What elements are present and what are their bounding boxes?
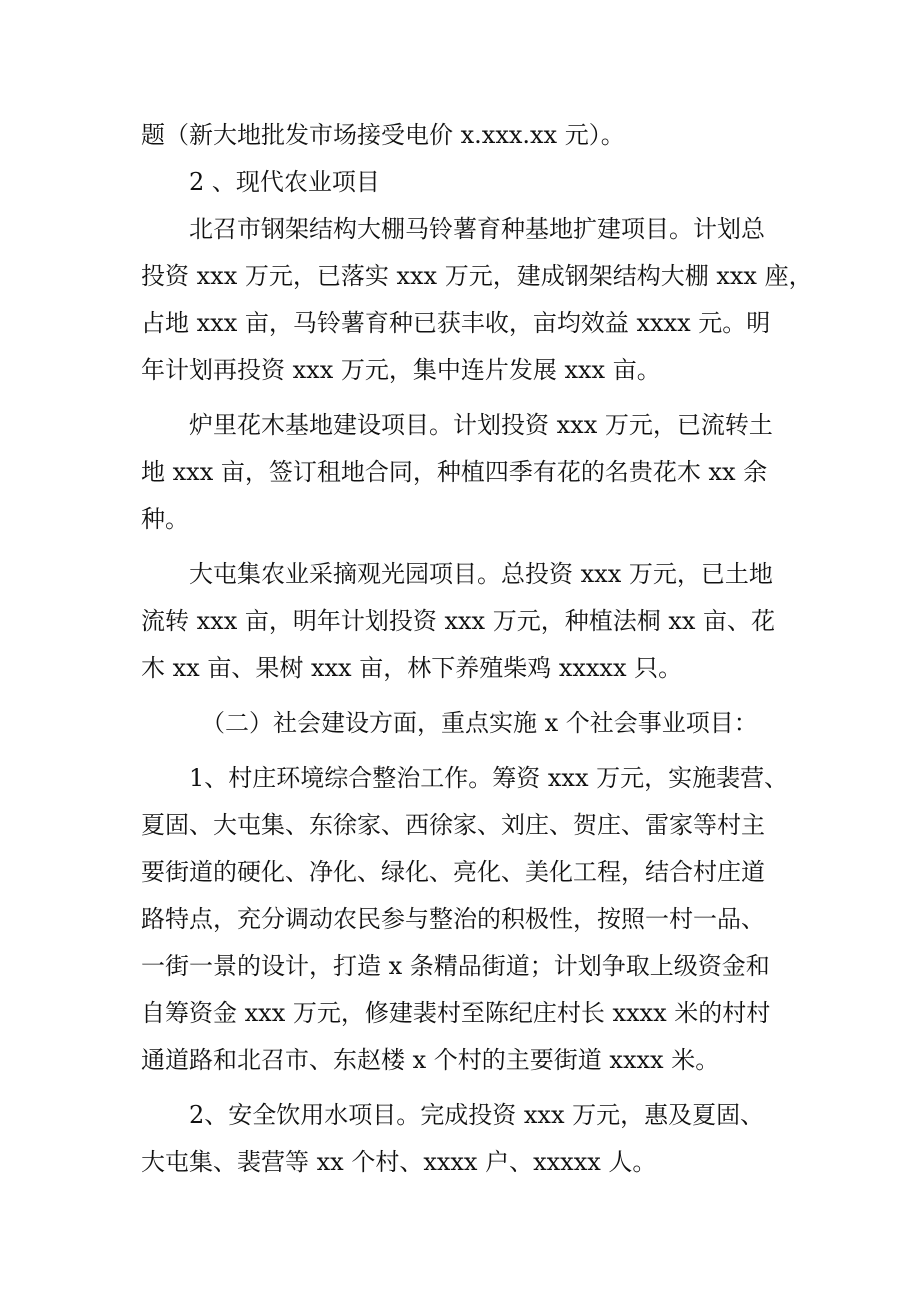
- paragraph-picking-park: [141, 551, 791, 692]
- text-line: 自筹资金 xxx 万元，修建裴村至陈纪庄村长 xxxx 米的村村: [141, 999, 771, 1027]
- paragraph-spacer: [141, 747, 791, 755]
- text-line: 大屯集农业采摘观光园项目。总投资 xxx 万元，已土地: [189, 560, 773, 588]
- document-body: [141, 112, 813, 1186]
- text-line: 大屯集、裴营等 xx 个村、xxxx 户、xxxxx 人。: [141, 1148, 657, 1176]
- paragraph-spacer: [141, 1084, 791, 1092]
- text-line: 年计划再投资 xxx 万元，集中连片发展 xxx 亩。: [141, 356, 661, 384]
- heading-line: 2 、现代农业项目: [189, 168, 380, 196]
- section-heading-modern-agriculture: [141, 159, 791, 206]
- text-line: 要街道的硬化、净化、绿化、亮化、美化工程，结合村庄道: [141, 858, 765, 886]
- paragraph-continuation: [141, 112, 791, 159]
- text-line: 2、安全饮用水项目。完成投资 xxx 万元，惠及夏固、: [189, 1101, 765, 1129]
- text-line: 题（新大地批发市场接受电价 x.xxx.xx 元）。: [141, 121, 625, 149]
- text-line: 北召市钢架结构大棚马铃薯育种基地扩建项目。计划总: [189, 215, 765, 243]
- paragraph-village-environment: [141, 755, 791, 1084]
- text-line: 种。: [141, 505, 189, 533]
- text-line: 一街一景的设计，打造 x 条精品街道；计划争取上级资金和: [141, 952, 770, 980]
- paragraph-flower-base: [141, 402, 791, 543]
- text-line: 投资 xxx 万元，已落实 xxx 万元，建成钢架结构大棚 xxx 座，: [141, 262, 813, 290]
- text-line: 夏固、大屯集、东徐家、西徐家、刘庄、贺庄、雷家等村主: [141, 811, 765, 839]
- paragraph-drinking-water: [141, 1092, 791, 1186]
- paragraph-spacer: [141, 394, 791, 402]
- text-line: 占地 xxx 亩，马铃薯育种已获丰收，亩均效益 xxxx 元。明: [141, 309, 771, 337]
- text-line: 1、村庄环境综合整治工作。筹资 xxx 万元，实施裴营、: [189, 764, 789, 792]
- paragraph-spacer: [141, 692, 791, 700]
- paragraph-potato-base: [141, 206, 813, 394]
- heading-line: （二）社会建设方面，重点实施 x 个社会事业项目：: [201, 709, 758, 737]
- text-line: 流转 xxx 亩，明年计划投资 xxx 万元，种植法桐 xx 亩、花: [141, 607, 776, 635]
- text-line: 通道路和北召市、东赵楼 x 个村的主要街道 xxxx 米。: [141, 1046, 720, 1074]
- section-heading-social-construction: [141, 700, 791, 747]
- text-line: 地 xxx 亩，签订租地合同，种植四季有花的名贵花木 xx 余: [141, 458, 768, 486]
- text-line: 炉里花木基地建设项目。计划投资 xxx 万元，已流转土: [189, 411, 773, 439]
- text-line: 木 xx 亩、果树 xxx 亩，林下养殖柴鸡 xxxxx 只。: [141, 654, 683, 682]
- text-line: 路特点，充分调动农民参与整治的积极性，按照一村一品、: [141, 905, 765, 933]
- paragraph-spacer: [141, 543, 791, 551]
